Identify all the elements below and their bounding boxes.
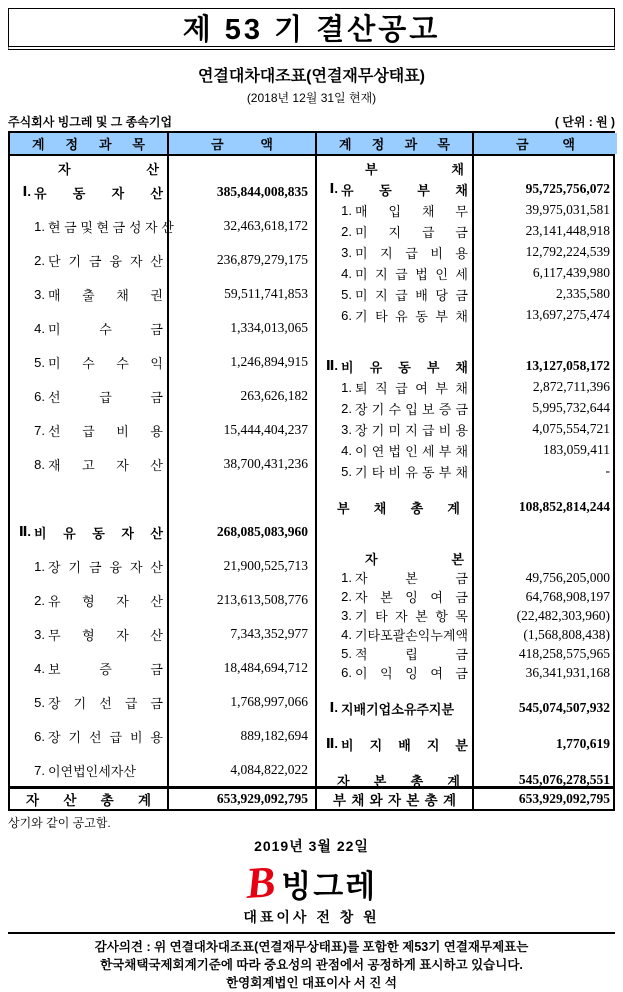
table-row [10, 658, 315, 678]
account-amount: 213,613,508,776 [216, 592, 308, 607]
account-amount: 183,059,411 [543, 442, 610, 457]
account-label: 기 타 자 본 항 목 [355, 609, 468, 624]
account-name-cell [317, 735, 474, 754]
account-number: 2. [341, 589, 352, 604]
account-label: 선 급 금 [48, 389, 163, 405]
account-label: 부 채 총 계 [337, 500, 460, 516]
liabilities-equity-total-amount-cell [474, 789, 617, 809]
account-label: 자 산 [58, 161, 159, 177]
account-number: 3. [34, 626, 45, 642]
account-amount: 15,444,404,237 [223, 422, 308, 437]
meta-row [8, 113, 615, 130]
account-label: 매 출 채 권 [48, 287, 163, 303]
company-name: 주식회사 빙그레 및 그 종속기업 [8, 115, 173, 129]
account-amount: 268,085,083,960 [216, 524, 308, 539]
table-row [10, 284, 315, 304]
account-name-cell [10, 421, 169, 440]
account-label: 기타포괄손익누계액 [355, 628, 469, 643]
account-label: 미 수 금 [48, 321, 163, 337]
table-row [317, 497, 617, 517]
account-name-cell [317, 549, 474, 568]
account-label: 자 본 잉 여 금 [355, 590, 468, 605]
account-amount: 2,335,580 [556, 286, 610, 301]
account-number: 5. [341, 463, 352, 479]
account-label: 유 형 자 산 [48, 593, 163, 609]
account-label: 장 기 수 입 보 증 금 [355, 401, 468, 417]
table-row [317, 179, 617, 199]
table-row [317, 770, 617, 790]
binggrae-logo-text: 빙그레 [281, 868, 378, 904]
account-name-cell [317, 222, 474, 241]
binggrae-logo-icon: B [244, 857, 277, 908]
account-label: 부 채 [365, 161, 464, 177]
currency-unit: ( 단위 : 원 ) [554, 115, 615, 129]
account-label: 재 고 자 산 [48, 457, 163, 473]
account-label: 무 형 자 산 [48, 627, 163, 643]
table-row [10, 590, 315, 610]
account-name-cell [10, 183, 169, 202]
account-amount: 6,117,439,980 [532, 265, 610, 280]
account-name-cell [317, 159, 474, 178]
notice-text: 상기와 같이 공고함. [8, 816, 111, 830]
account-name-cell [317, 306, 474, 325]
account-label: 장 기 금 융 자 산 [48, 559, 163, 575]
account-name-cell [317, 441, 474, 460]
account-amount: 1,334,013,065 [230, 320, 308, 335]
account-name-cell [10, 727, 169, 746]
account-name-cell [10, 319, 169, 338]
account-number: 2. [34, 592, 45, 608]
blank-row [317, 326, 617, 340]
account-label: 유 동 부 채 [341, 182, 468, 198]
account-number: Ⅱ. [325, 358, 338, 373]
assets-total-amount-cell [169, 789, 317, 809]
table-row [317, 158, 617, 178]
account-number: Ⅱ. [18, 524, 31, 539]
account-name-cell [317, 771, 474, 790]
account-label: 선 급 비 용 [48, 423, 163, 439]
account-amount: 4,084,822,022 [230, 762, 308, 777]
account-amount: 545,074,507,932 [518, 700, 610, 715]
table-row [317, 568, 617, 587]
account-amount: - [605, 463, 610, 478]
account-name-cell [10, 557, 169, 576]
account-label: 유 동 자 산 [34, 185, 163, 201]
account-number: 7. [34, 762, 45, 778]
table-row [10, 158, 315, 178]
account-label: 비 유 동 부 채 [341, 359, 468, 375]
account-amount: 236,879,279,175 [216, 252, 308, 267]
account-number: Ⅰ. [329, 181, 338, 196]
table-row [10, 182, 315, 202]
column-header-account: 계 정 과 목 [10, 133, 169, 154]
blank-row [317, 482, 617, 496]
account-number: 6. [34, 388, 45, 404]
table-row [317, 305, 617, 325]
table-row [317, 398, 617, 418]
account-amount: 21,900,525,713 [223, 558, 308, 573]
account-label: 장 기 선 급 금 [48, 695, 163, 711]
account-amount: 13,697,275,474 [525, 307, 610, 322]
account-label: 미 수 수 익 [48, 355, 163, 371]
account-label: 미 지 급 비 용 [355, 245, 468, 261]
account-label: 자 본 [365, 551, 464, 567]
ceo-signature: 대표이사 전 창 원 [243, 909, 380, 925]
account-amount: 38,700,431,236 [223, 456, 308, 471]
account-name-cell [317, 420, 474, 439]
blank-row [10, 488, 315, 508]
account-label: 비 유 동 자 산 [34, 525, 163, 541]
account-number: 4. [341, 627, 352, 642]
account-number: 6. [34, 728, 45, 744]
account-label: 기 타 유 동 부 채 [355, 308, 468, 324]
table-row [10, 556, 315, 576]
account-name-cell [10, 659, 169, 678]
account-name-cell [317, 462, 474, 481]
account-amount: 1,246,894,915 [230, 354, 308, 369]
account-label: 미 지 급 금 [355, 224, 468, 240]
account-number: 3. [341, 421, 352, 437]
table-row [317, 200, 617, 220]
account-label: 적 립 금 [355, 647, 468, 662]
account-amount: 385,844,008,835 [216, 184, 308, 199]
account-label: 기 타 비 유 동 부 채 [355, 464, 468, 480]
as-of-date: (2018년 12월 31일 현재) [246, 91, 377, 105]
assets-total-label: 자 산 총 계 [26, 793, 151, 808]
account-label: 장 기 미 지 급 비 용 [355, 422, 468, 438]
account-number: Ⅰ. [329, 700, 338, 715]
account-number: 4. [341, 442, 352, 458]
table-row [317, 734, 617, 754]
account-name-cell [10, 455, 169, 474]
account-label: 단 기 금 융 자 산 [48, 253, 163, 269]
assets-column [10, 156, 317, 790]
account-number: 4. [341, 265, 352, 281]
account-name-cell [317, 201, 474, 220]
account-amount: 59,511,741,853 [224, 286, 308, 301]
account-name-cell [317, 399, 474, 418]
table-row [317, 606, 617, 625]
table-row [317, 698, 617, 718]
table-row [10, 692, 315, 712]
table-row [317, 419, 617, 439]
account-number: 3. [341, 608, 352, 623]
account-number: 8. [34, 456, 45, 472]
account-number: 2. [341, 223, 352, 239]
account-amount: 18,484,694,712 [223, 660, 308, 675]
account-name-cell [10, 523, 169, 542]
account-amount: 36,341,931,168 [525, 664, 610, 680]
account-name-cell [10, 159, 169, 178]
account-amount: 32,463,618,172 [223, 218, 308, 233]
table-row [317, 263, 617, 283]
account-amount: 12,792,224,539 [525, 244, 610, 259]
account-amount: 13,127,058,172 [525, 358, 610, 373]
audit-opinion-line: 감사의견 : 위 연결대차대조표(연결재무상태표)를 포함한 제53기 연결재무제표는 [94, 940, 529, 954]
account-name-cell [317, 243, 474, 262]
account-number: 6. [341, 307, 352, 323]
liabilities-equity-total-amount: 653,929,092,795 [518, 791, 610, 806]
table-row [10, 216, 315, 236]
table-body [10, 156, 613, 789]
account-name-cell [10, 693, 169, 712]
account-number: 1. [341, 379, 352, 395]
account-label: 자 본 총 계 [337, 773, 460, 789]
account-name-cell [317, 587, 474, 606]
account-label: 퇴 직 급 여 부 채 [355, 380, 468, 396]
blank-row [317, 341, 617, 355]
account-number: 2. [341, 400, 352, 416]
account-name-cell [10, 285, 169, 304]
account-name-cell [317, 378, 474, 397]
table-row [317, 461, 617, 481]
table-row [317, 548, 617, 568]
account-number: 3. [34, 286, 45, 302]
account-label: 미 지 급 배 당 금 [355, 287, 468, 303]
table-total-row [10, 786, 613, 809]
account-number: 5. [34, 694, 45, 710]
account-name-cell [10, 217, 174, 236]
statement-subtitle: 연결대차대조표(연결재무상태표) [197, 68, 426, 85]
account-amount: 4,075,554,721 [532, 421, 610, 436]
column-header-account: 계 정 과 목 [317, 133, 474, 154]
account-label: 미 지 급 법 인 세 [355, 266, 468, 282]
account-label: 자 본 금 [355, 571, 468, 586]
account-number: 7. [34, 422, 45, 438]
account-name-cell [317, 285, 474, 304]
table-row [317, 221, 617, 241]
audit-opinion-line: 한영회계법인 대표이사 서 진 석 [226, 976, 397, 991]
account-amount: 23,141,448,918 [525, 223, 610, 238]
table-row [317, 587, 617, 606]
table-row [317, 625, 617, 644]
account-amount: 889,182,694 [240, 728, 308, 743]
account-label: 이연법인세자산 [48, 763, 136, 779]
account-amount: 1,768,997,066 [230, 694, 308, 709]
table-row [10, 318, 315, 338]
account-number: Ⅰ. [22, 184, 31, 199]
account-name-cell [317, 606, 474, 625]
account-number: Ⅱ. [325, 736, 338, 751]
table-row [10, 624, 315, 644]
account-number: 1. [341, 570, 352, 585]
account-number: 5. [341, 646, 352, 661]
account-name-cell [317, 625, 474, 644]
account-number: 4. [34, 320, 45, 336]
account-amount: 418,258,575,965 [518, 645, 610, 661]
account-amount: 1,770,619 [556, 736, 610, 751]
column-header-amount: 금 액 [169, 133, 317, 154]
liabilities-equity-total-label-cell [317, 789, 474, 809]
account-label: 현 금 및 현 금 성 자 산 [48, 219, 174, 235]
account-name-cell [317, 699, 474, 718]
account-name-cell [10, 353, 169, 372]
table-row [10, 250, 315, 270]
account-amount: 7,343,352,977 [230, 626, 308, 641]
table-row [10, 760, 315, 780]
company-logo [8, 857, 615, 908]
account-amount: 49,756,205,000 [525, 569, 610, 585]
account-number: 2. [34, 252, 45, 268]
table-row [10, 726, 315, 746]
liabilities-equity-column [317, 156, 617, 790]
table-row [10, 522, 315, 542]
table-row [10, 420, 315, 440]
audit-opinion [8, 932, 615, 992]
blank-row [317, 533, 617, 547]
account-number: 5. [34, 354, 45, 370]
assets-total-amount: 653,929,092,795 [216, 791, 308, 806]
blank-row [317, 683, 617, 697]
table-row [317, 663, 617, 682]
account-number: 3. [341, 244, 352, 260]
account-label: 지배기업소유주지분 [341, 701, 455, 717]
account-name-cell [10, 591, 169, 610]
blank-row [317, 518, 617, 532]
account-amount: 39,975,031,581 [525, 202, 610, 217]
account-amount: 5,995,732,644 [532, 400, 610, 415]
blank-row [317, 755, 617, 769]
account-label: 매 입 채 무 [355, 203, 468, 219]
balance-sheet-table [8, 131, 615, 811]
account-name-cell [10, 387, 169, 406]
account-name-cell [317, 264, 474, 283]
column-header-amount: 금 액 [474, 133, 617, 154]
table-row [317, 356, 617, 376]
account-name-cell [317, 498, 474, 517]
audit-opinion-line: 한국채택국제회계기준에 따라 중요성의 관점에서 공정하게 표시하고 있습니다. [100, 958, 523, 973]
account-amount: 545,076,278,551 [518, 772, 610, 787]
account-name-cell [10, 251, 169, 270]
table-header-row [10, 133, 613, 156]
account-label: 장 기 선 급 비 용 [48, 729, 163, 745]
account-name-cell [317, 663, 474, 682]
account-label: 보 증 금 [48, 661, 163, 677]
account-amount: 108,852,814,244 [518, 499, 610, 514]
table-row [10, 386, 315, 406]
account-number: 1. [34, 558, 45, 574]
liabilities-equity-total-label: 부 채 와 자 본 총 계 [333, 793, 456, 808]
title-box [8, 8, 615, 50]
table-row [317, 440, 617, 460]
account-number: 1. [34, 218, 45, 234]
account-name-cell [317, 357, 474, 376]
account-name-cell [10, 625, 169, 644]
table-row [317, 242, 617, 262]
account-label: 이 익 잉 여 금 [355, 666, 468, 681]
table-row [10, 352, 315, 372]
account-name-cell [317, 180, 474, 199]
account-name-cell [317, 568, 474, 587]
account-name-cell [317, 644, 474, 663]
table-row [317, 377, 617, 397]
table-row [10, 454, 315, 474]
account-amount: 64,768,908,197 [525, 588, 610, 604]
account-amount: 95,725,756,072 [525, 181, 610, 196]
account-amount: 2,872,711,396 [532, 379, 610, 394]
announcement-date: 2019년 3월 22일 [254, 838, 369, 854]
blank-row [317, 719, 617, 733]
account-number: 5. [341, 286, 352, 302]
account-label: 이 연 법 인 세 부 채 [355, 443, 468, 459]
table-row [317, 644, 617, 663]
account-number: 1. [341, 202, 352, 218]
account-amount: (1,568,808,438) [523, 626, 610, 642]
table-row [317, 284, 617, 304]
account-number: 6. [341, 665, 352, 680]
page-title: 제 53 기 결산공고 [182, 14, 441, 46]
account-amount: 263,626,182 [240, 388, 308, 403]
account-label: 비 지 배 지 분 [341, 737, 468, 753]
assets-total-label-cell [10, 789, 169, 809]
account-amount: (22,482,303,960) [516, 607, 610, 623]
account-name-cell [10, 761, 169, 780]
account-number: 4. [34, 660, 45, 676]
